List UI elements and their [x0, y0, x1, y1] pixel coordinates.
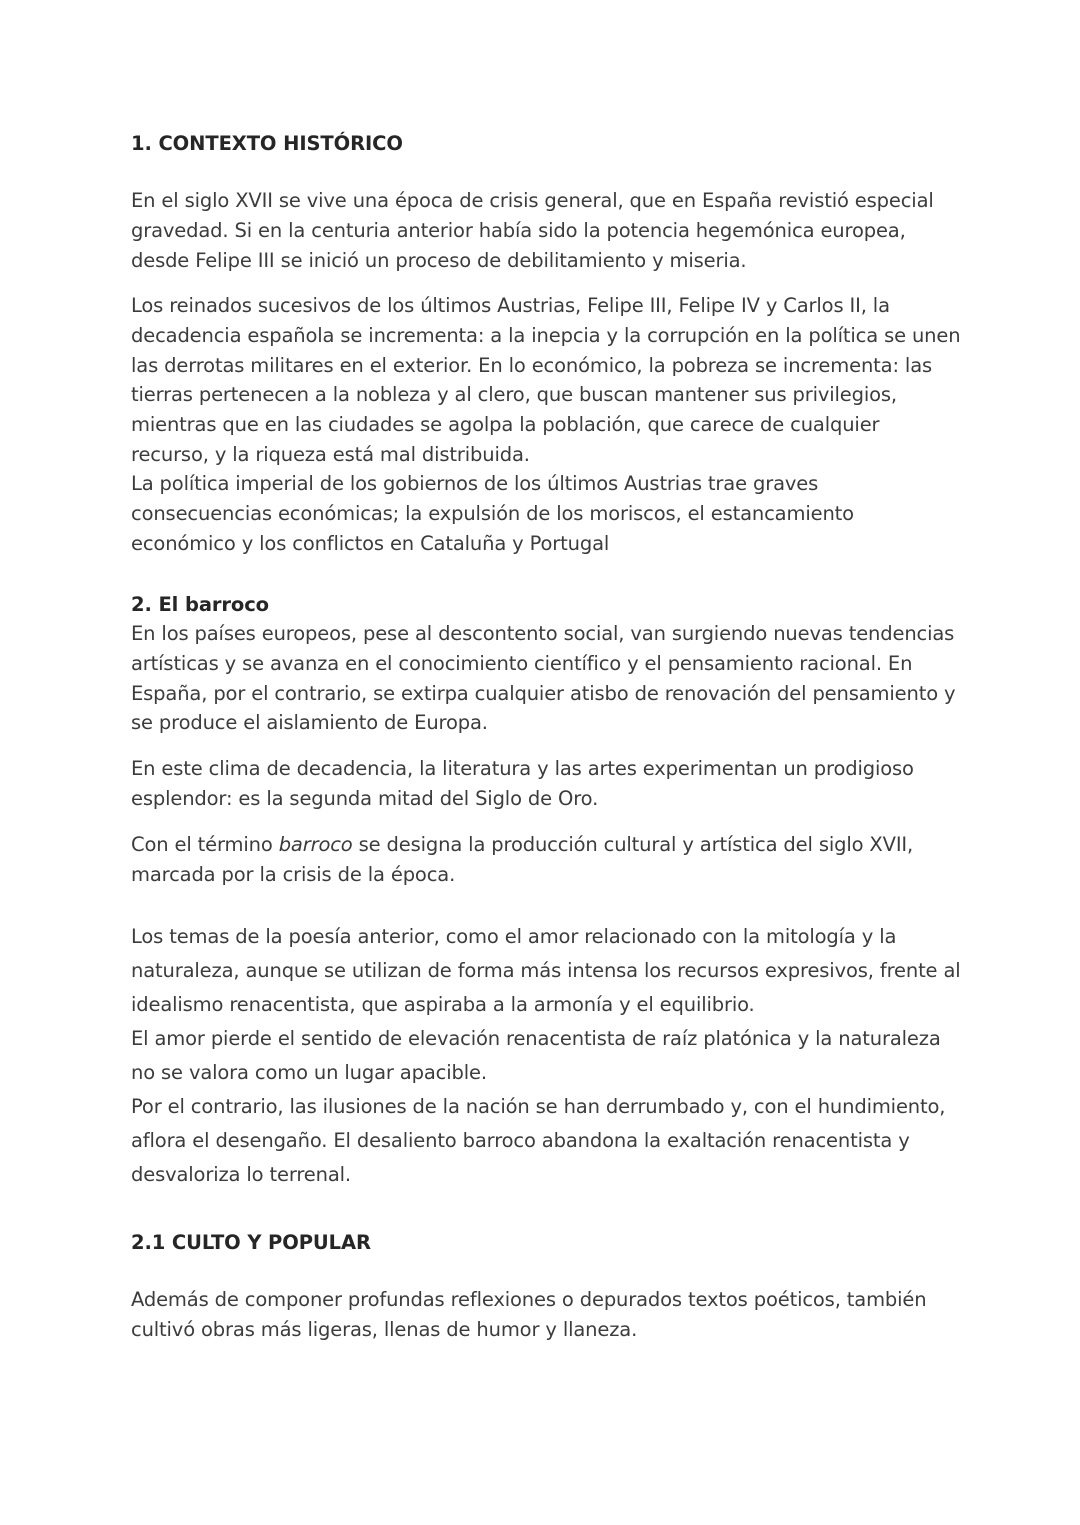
section-2-heading: 2. El barroco	[131, 593, 269, 616]
section-2-1-heading: 2.1 CULTO Y POPULAR	[131, 1231, 371, 1254]
section-2-paragraph-6: Por el contrario, las ilusiones de la nación se han derrumbado y, con el hundimiento, aflora el desengaño. El desaliento barroco abandona la exaltación renacentista y desvaloriza lo terrenal.	[131, 1095, 946, 1187]
section-2-paragraph-4: Los temas de la poesía anterior, como el amor relacionado con la mitología y la naturaleza, aunque se utilizan de forma más intensa los recursos expresivos, frente al idealismo renacentista, que aspiraba a la armonía y el equilibrio.	[131, 925, 961, 1017]
barroco-term: barroco	[278, 833, 353, 856]
section-2-paragraph-2: En este clima de decadencia, la literatura y las artes experimentan un prodigioso esplendor: es la segunda mitad del Siglo de Oro.	[131, 757, 914, 810]
section-2-paragraph-3	[131, 830, 961, 890]
section-2-paragraph-5: El amor pierde el sentido de elevación renacentista de raíz platónica y la naturaleza no se valora como un lugar apacible.	[131, 1027, 941, 1085]
section-2-paragraph-1: En los países europeos, pese al descontento social, van surgiendo nuevas tendencias artísticas y se avanza en el conocimiento científico y el pensamiento racional. En España, por el contrario, se extirpa cualquier atisbo de renovación del pensamiento y se produce el aislamiento de Europa.	[131, 622, 956, 735]
section-1-paragraph-1: En el siglo XVII se vive una época de crisis general, que en España revistió especial gravedad. Si en la centuria anterior había sido la potencia hegemónica europea, desde Felipe III se inició un proceso de debilitamiento y miseria.	[131, 189, 934, 272]
section-1-paragraph-2: Los reinados sucesivos de los últimos Austrias, Felipe III, Felipe IV y Carlos II, la decadencia española se incrementa: a la inepcia y la corrupción en la política se unen las derrotas militares en el exterior. En lo económico, la pobreza se incrementa: las tierras pertenecen a la nobleza y al clero, que buscan mantener sus privilegios, mientras que en las ciudades se agolpa la población, que carece de cualquier recurso, y la riqueza está mal distribuida.	[131, 294, 961, 466]
section-1-heading: 1. CONTEXTO HISTÓRICO	[131, 132, 403, 155]
section-2-paragraph-3-end: se designa la producción cultural y artística del siglo XVII, marcada por la crisis de la época.	[131, 833, 914, 886]
section-2-1-paragraph-1: Además de componer profundas reflexiones o depurados textos poéticos, también cultivó obras más ligeras, llenas de humor y llaneza.	[131, 1288, 927, 1341]
section-2-paragraph-3-start: Con el término	[131, 833, 279, 856]
section-1-paragraph-3: La política imperial de los gobiernos de los últimos Austrias trae graves consecuencias económicas; la expulsión de los moriscos, el estancamiento económico y los conflictos en Cataluña y Portugal	[131, 472, 854, 555]
